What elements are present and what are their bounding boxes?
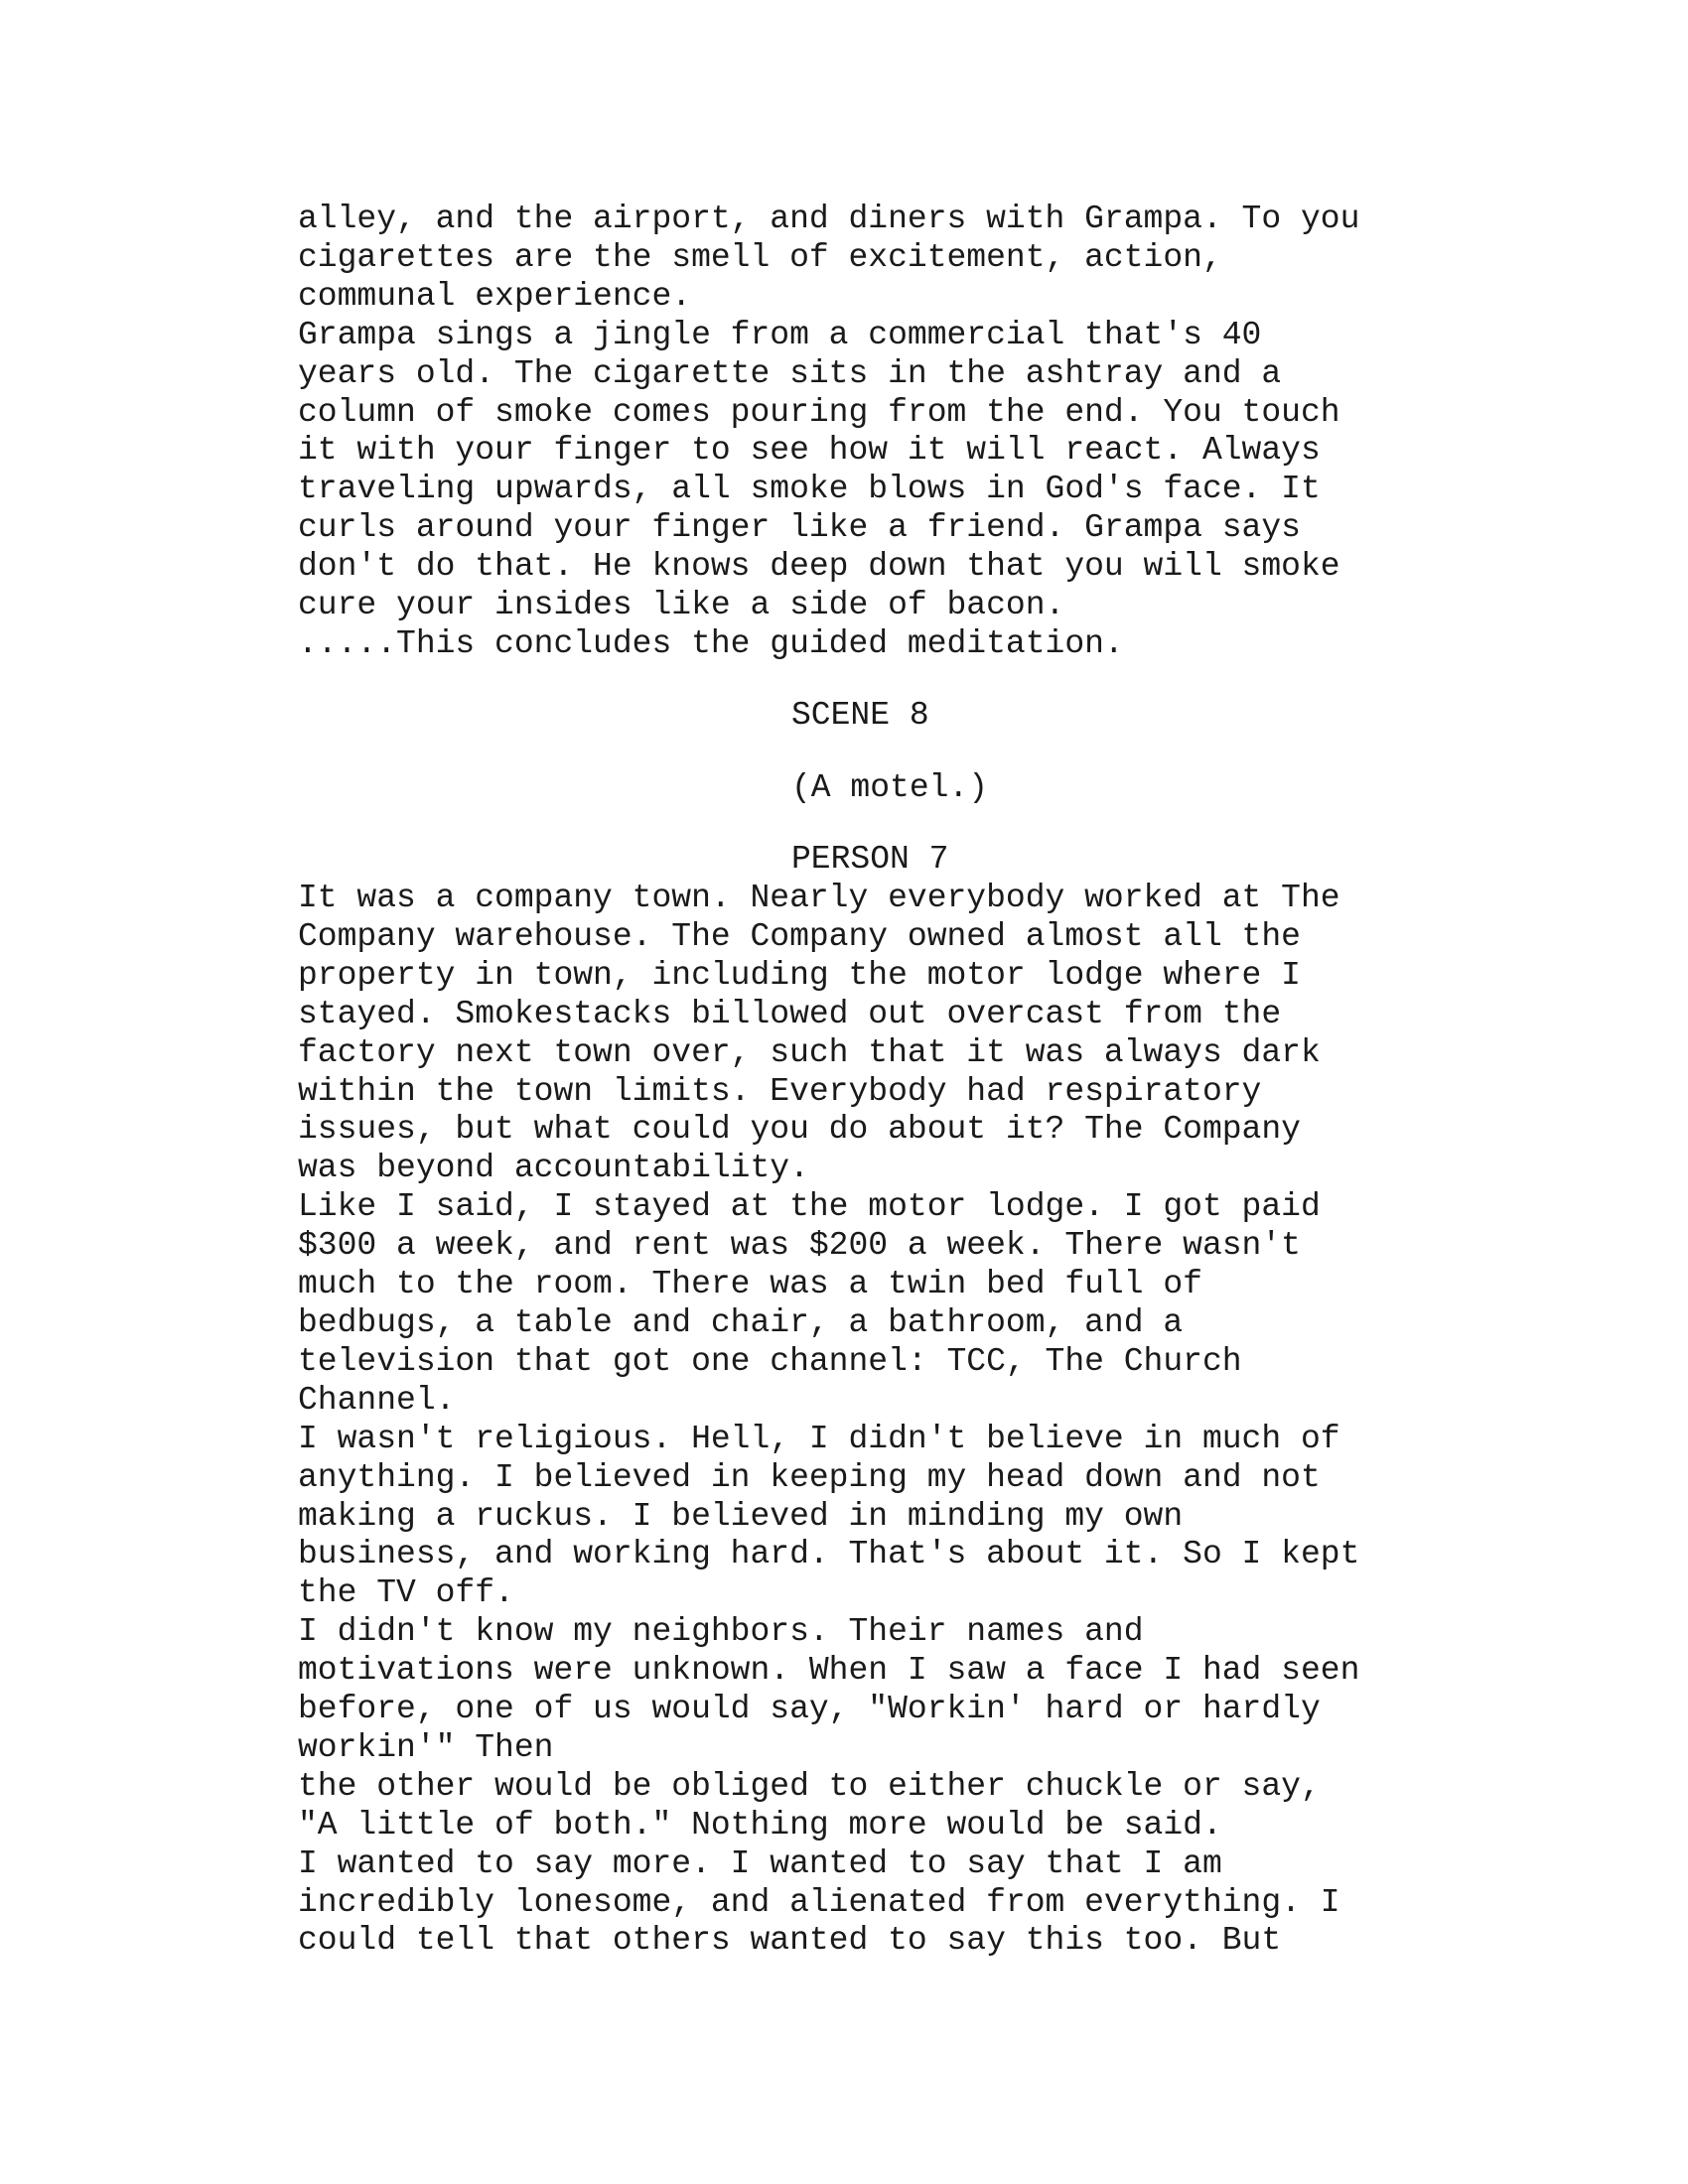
scene-heading: SCENE 8 [791, 697, 929, 734]
monologue-text-continued: alley, and the airport, and diners with Grampa. To you cigarettes are the smell of excitement, action, communal experience. Grampa sings a jingle from a commercial that's 40 years old. The cigarette sits in the ashtray and a column of smoke comes pouring from the end. You touch it with your finger to see how it will react. Always traveling upwards, all smoke blows in God's face. It curls around your finger like a friend. Grampa says don't do that. He knows deep down that you will smoke cure your insides like a side of bacon. .....This concludes the guided meditation. [298, 201, 1360, 662]
character-name: PERSON 7 [791, 841, 949, 878]
stage-direction: (A motel.) [791, 769, 989, 806]
monologue-text: It was a company town. Nearly everybody worked at The Company warehouse. The Company owned almost all the property in town, including the motor lodge where I stayed. Smokestacks billowed out overcast from the factory next town over, such that it was always dark within the town limits. Everybody had respiratory issues, but what could you do about it? The Company was beyond accountability. Like I said, I stayed at the motor lodge. I got paid $300 a week, and rent was $200 a week. There wasn't much to the room. There was a twin bed full of bedbugs, a table and chair, a bathroom, and a television that got one channel: TCC, The Church Channel. I wasn't religious. Hell, I didn't believe in much of anything. I believed in keeping my head down and not making a ruckus. I believed in minding my own business, and working hard. That's about it. So I kept the TV off. I didn't know my neighbors. Their names and motivations were unknown. When I saw a face I had seen before, one of us would say, "Workin' hard or hardly workin'" Then the other would be obliged to either chuckle or say, "A little of both." Nothing more would be said. I wanted to say more. I wanted to say that I am incredibly lonesome, and alienated from everything. I could tell that others wanted to say this too. But [298, 880, 1360, 1960]
